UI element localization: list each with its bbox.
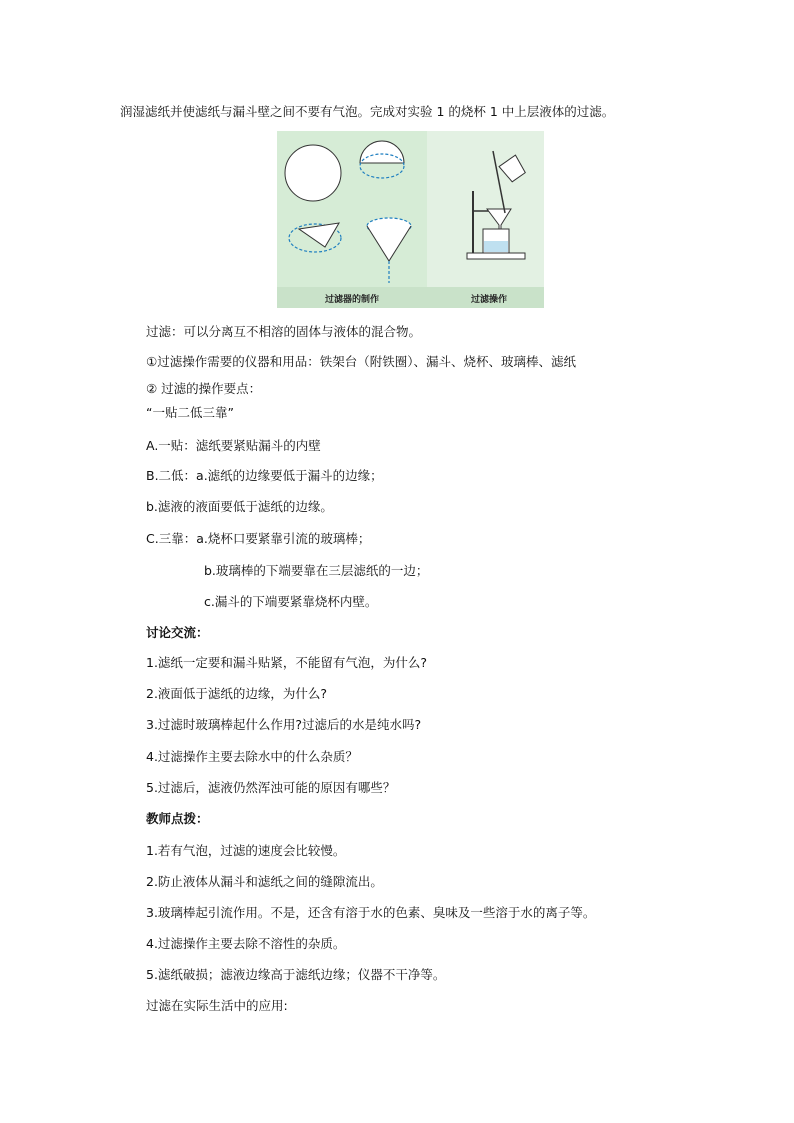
discussion-q3: 3.过滤时玻璃棒起什么作用?过滤后的水是纯水吗? [146,717,422,732]
teacher-a1: 1.若有气泡，过滤的速度会比较慢。 [146,843,346,858]
figure-right-panel [427,131,544,308]
teacher-heading: 教师点拨： [146,811,209,826]
discussion-heading: 讨论交流： [146,625,209,640]
filtrate-liquid [484,241,508,252]
motto: “一贴二低三靠” [146,405,234,420]
rule-a: A.一贴：滤纸要紧贴漏斗的内壁 [146,438,321,453]
teacher-a2: 2.防止液体从漏斗和滤纸之间的缝隙流出。 [146,874,383,889]
filter-paper-circle [285,145,341,201]
discussion-q4: 4.过滤操作主要去除水中的什么杂质？ [146,749,358,764]
rule-c2: b.玻璃棒的下端要靠在三层滤纸的一边； [204,563,429,578]
rule-b2: b.滤液的液面要低于滤纸的边缘。 [146,499,333,514]
discussion-q2: 2.液面低于滤纸的边缘，为什么? [146,686,328,701]
filtration-figure [277,131,544,308]
teacher-a3: 3.玻璃棒起引流作用。不是，还含有溶于水的色素、臭味及一些溶于水的离子等。 [146,905,596,920]
stand-base [467,253,525,259]
left-caption: 过滤器的制作 [324,295,380,305]
teacher-a5: 5.滤纸破损；滤液边缘高于滤纸边缘；仪器不干净等。 [146,967,446,982]
discussion-q5: 5.过滤后，滤液仍然浑浊可能的原因有哪些？ [146,780,396,795]
intro-text: 润湿滤纸并使滤纸与漏斗壁之间不要有气泡。完成对实验 1 的烧杯 1 中上层液体的过滤。 [120,104,615,119]
rule-b1: B.二低：a.滤纸的边缘要低于漏斗的边缘； [146,468,383,483]
discussion-q1: 1.滤纸一定要和漏斗贴紧，不能留有气泡，为什么? [146,655,428,670]
rule-c3: c.漏斗的下端要紧靠烧杯内壁。 [204,594,378,609]
rule-c1: C.三靠：a.烧杯口要紧靠引流的玻璃棒； [146,531,371,546]
teacher-a4: 4.过滤操作主要去除不溶性的杂质。 [146,936,346,951]
right-caption: 过滤操作 [470,295,508,305]
definition-text: 过滤：可以分离互不相溶的固体与液体的混合物。 [146,324,422,339]
point-1: ①过滤操作需要的仪器和用品：铁架台（附铁圈）、漏斗、烧杯、玻璃棒、滤纸 [146,354,576,369]
point-2: ② 过滤的操作要点： [146,381,262,396]
closing-text: 过滤在实际生活中的应用: [146,998,288,1013]
